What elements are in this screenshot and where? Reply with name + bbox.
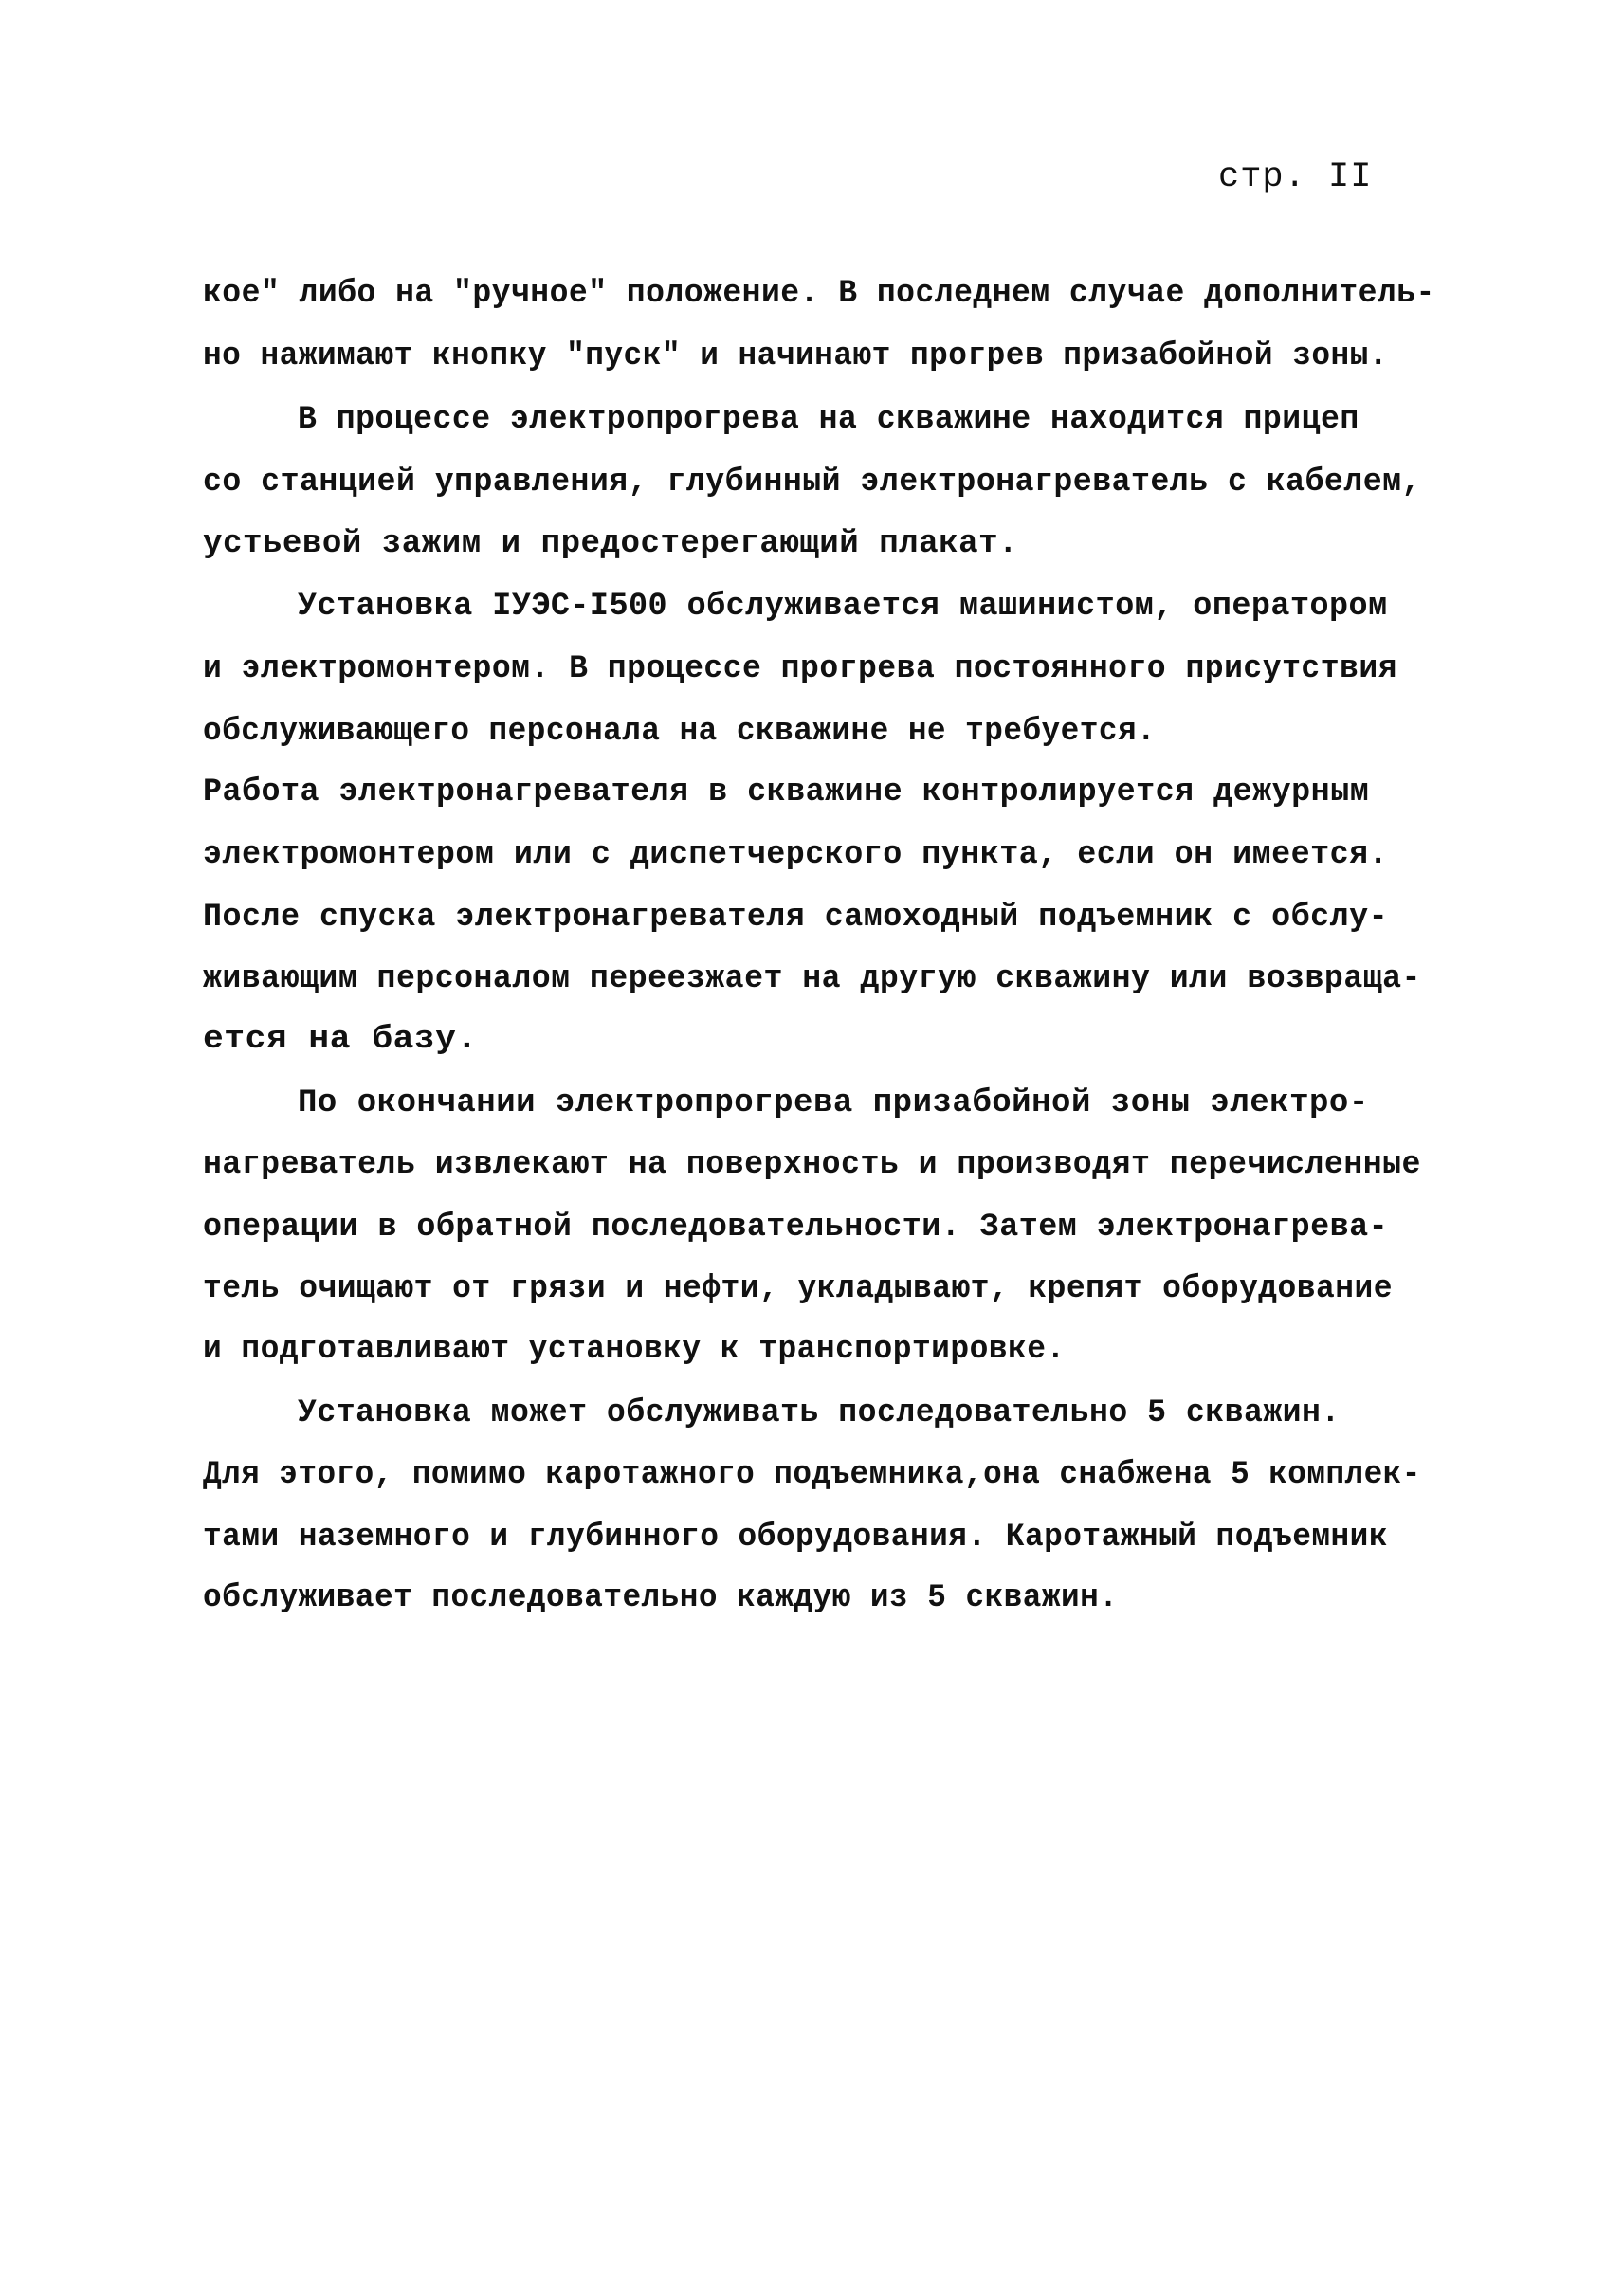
text-line: электромонтером или с диспетчерского пункта, если он имеется.	[203, 837, 1389, 873]
text-line: ется на базу.	[203, 1022, 478, 1058]
text-line: После спуска электронагревателя самоходный подъемник с обслу-	[203, 900, 1389, 936]
text-line: устьевой зажим и предостерегающий плакат.	[203, 526, 1019, 562]
text-line: обслуживающего персонала на скважине не требуется.	[203, 714, 1157, 750]
text-line: Для этого, помимо каротажного подъемника,она снабжена 5 комплек-	[203, 1457, 1421, 1493]
text-line: тель очищают от грязи и нефти, укладывают, крепят оборудование	[203, 1271, 1394, 1307]
text-line: По окончании электропрогрева призабойной зоны электро-	[298, 1085, 1369, 1121]
text-line: кое" либо на "ручное" положение. В последнем случае дополнитель-	[203, 276, 1435, 312]
text-line: и электромонтером. В процессе прогрева постоянного присутствия	[203, 651, 1398, 687]
text-line: обслуживает последовательно каждую из 5 скважин.	[203, 1580, 1119, 1616]
text-line: В процессе электропрогрева на скважине находится прицеп	[298, 402, 1359, 438]
text-line: Установка IУЭС-I500 обслуживается машинистом, оператором	[298, 589, 1388, 625]
text-line: живающим персоналом переезжает на другую скважину или возвраща-	[203, 961, 1421, 997]
text-line: Работа электронагревателя в скважине контролируется дежурным	[203, 774, 1370, 811]
text-line: Установка может обслуживать последовательно 5 скважин.	[298, 1395, 1341, 1431]
text-line: тами наземного и глубинного оборудования. Каротажный подъемник	[203, 1520, 1389, 1556]
text-line: со станцией управления, глубинный электронагреватель с кабелем,	[203, 464, 1421, 501]
page-number: стр. II	[1218, 157, 1373, 197]
text-line: но нажимают кнопку "пуск" и начинают прогрев призабойной зоны.	[203, 338, 1389, 374]
text-line: и подготавливают установку к транспортировке.	[203, 1332, 1066, 1368]
text-line: нагреватель извлекают на поверхность и производят перечисленные	[203, 1147, 1421, 1183]
text-line: операции в обратной последовательности. Затем электронагрева-	[203, 1210, 1389, 1246]
